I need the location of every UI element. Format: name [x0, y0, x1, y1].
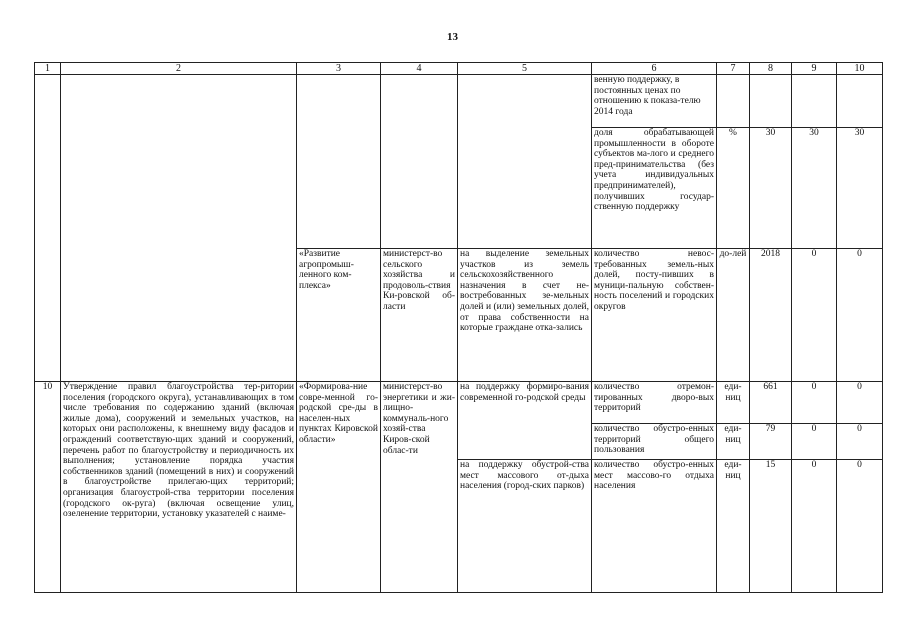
header-cell: 2	[61, 63, 297, 75]
table-cell	[717, 75, 750, 128]
header-cell: 8	[750, 63, 792, 75]
value-cell: 0	[837, 382, 883, 424]
value-cell: 0	[837, 460, 883, 593]
table-cell	[297, 75, 381, 249]
indicator-cell: количество обустро-енных территорий общего пользования	[592, 424, 717, 460]
table-cell	[458, 75, 592, 249]
table-row	[35, 382, 883, 424]
indicators-table	[34, 62, 883, 593]
value-cell: 30	[750, 128, 792, 249]
value-cell: 0	[792, 460, 837, 593]
header-cell: 4	[381, 63, 458, 75]
indicator-cell: венную поддержку, в постоянных ценах по отношению к показа-телю 2014 года	[592, 75, 717, 128]
header-cell: 6	[592, 63, 717, 75]
table-cell	[750, 75, 792, 128]
header-cell: 1	[35, 63, 61, 75]
purpose-cell: на поддержку формиро-вания современной го-родской среды	[458, 382, 592, 460]
value-cell: 0	[792, 249, 837, 382]
header-row	[35, 63, 883, 75]
unit-cell: еди-ниц	[717, 460, 750, 593]
purpose-cell: на поддержку обустрой-ства мест массового от-дыха населения (город-ских парков)	[458, 460, 592, 593]
unit-cell: до-лей	[717, 249, 750, 382]
header-cell: 7	[717, 63, 750, 75]
table-cell	[792, 75, 837, 128]
row-number: 10	[35, 382, 61, 593]
value-cell: 0	[837, 424, 883, 460]
value-cell: 30	[837, 128, 883, 249]
unit-cell: %	[717, 128, 750, 249]
indicator-cell: количество невос-требованных земель-ных долей, посту-пивших в муници-пальную собствен-ность поселений и городских округов	[592, 249, 717, 382]
header-cell: 10	[837, 63, 883, 75]
page-number: 13	[447, 31, 458, 43]
value-cell: 79	[750, 424, 792, 460]
indicator-cell: доля обрабатывающей промышленности в обороте субъектов ма-лого и среднего пред-принимательства (без учета индивидуальных предпринимателей), получивших государ-ственную поддержку	[592, 128, 717, 249]
table-cell	[61, 75, 297, 382]
indicator-cell: количество отремон-тированных дворо-вых территорий	[592, 382, 717, 424]
ministry-cell: министерст-во сельского хозяйства и продоволь-ствия Ки-ровской об-ласти	[381, 249, 458, 382]
table-cell	[381, 75, 458, 249]
table-cell	[35, 75, 61, 382]
indicator-cell: количество обустро-енных мест массово-го отдыха населения	[592, 460, 717, 593]
program-cell: «Развитие агропромыш-ленного ком-плекса»	[297, 249, 381, 382]
unit-cell: еди-ниц	[717, 382, 750, 424]
ministry-cell: министерст-во энергетики и жи-лищно-коммуналь-ного хозяй-ства Киров-ской облас-ти	[381, 382, 458, 593]
value-cell: 0	[792, 424, 837, 460]
measure-cell: Утверждение правил благоустройства тер-ритории поселения (городского округа), устанавливающих в том числе требования по содержанию зданий (включая жилые дома), сооружений и земельных участков, на которых они расположены, к внешнему виду фасадов и ограждений соответствую-щих зданий и сооружений, перечень работ по благоустройству и периодичность их выполнения; установление порядка участия собственников зданий (помещений в них) и сооружений в благоустройстве прилегаю-щих территорий; организация благоустрой-ства территории поселения (городского ок-руга) (включая освещение улиц, озеленение территории, установку указателей с наиме-	[61, 382, 297, 593]
header-cell: 5	[458, 63, 592, 75]
value-cell: 30	[792, 128, 837, 249]
unit-cell: еди-ниц	[717, 424, 750, 460]
purpose-cell: на выделение земельных участков из земель сельскохозяйственного назначения в счет не-востребованных зе-мельных долей и (или) земельных долей, от права собственности на которые граждане отка-зались	[458, 249, 592, 382]
value-cell: 2018	[750, 249, 792, 382]
header-cell: 9	[792, 63, 837, 75]
table-cell	[837, 75, 883, 128]
value-cell: 0	[792, 382, 837, 424]
table-row	[35, 75, 883, 128]
program-cell: «Формирова-ние совре-менной го-родской сре-ды в населен-ных пунктах Кировской области»	[297, 382, 381, 593]
header-cell: 3	[297, 63, 381, 75]
value-cell: 661	[750, 382, 792, 424]
value-cell: 0	[837, 249, 883, 382]
value-cell: 15	[750, 460, 792, 593]
